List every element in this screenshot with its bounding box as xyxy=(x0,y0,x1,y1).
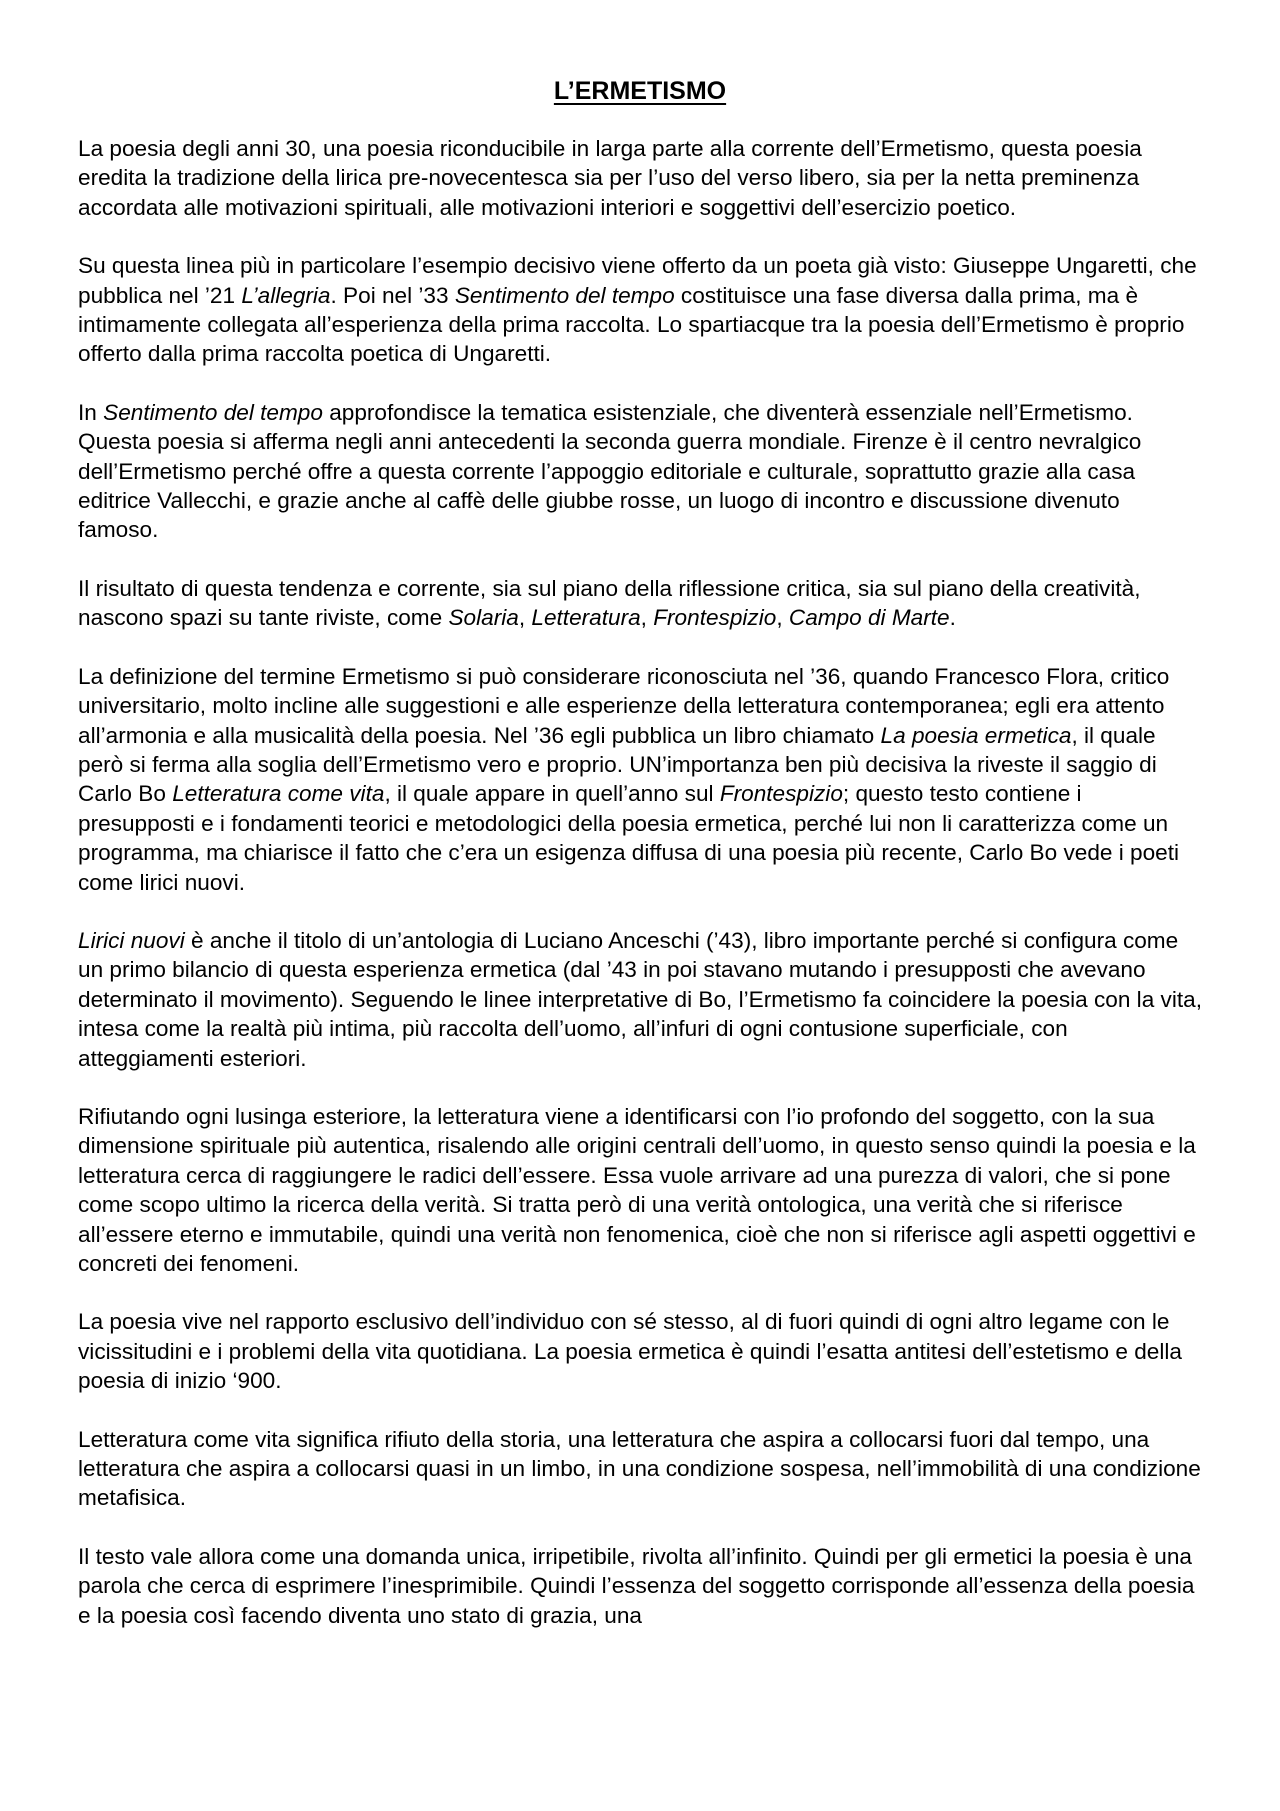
paragraph-text: La poesia degli anni 30, una poesia riconducibile in larga parte alla corrente dell’Ermetismo, questa poesia eredita la tradizione della lirica pre-novecentesca sia per l’uso del verso libero, sia per la netta preminenza accordata alle motivazioni spirituali, alle motivazioni interiori e soggettivi dell’esercizio poetico. xyxy=(78,136,1142,220)
paragraph-text: , xyxy=(640,605,654,631)
paragraph-text: . xyxy=(949,605,956,631)
italic-title-text: L’allegria xyxy=(241,282,331,308)
paragraph-text: La poesia vive nel rapporto esclusivo dell’individuo con sé stesso, al di fuori quindi di ogni altro legame con le vicissitudini e i problemi della vita quotidiana. La poesia ermetica è quindi l’esatta antitesi dell’estetismo e della poesia di inizio ‘900. xyxy=(78,1309,1182,1394)
paragraph-text: ; questo testo contiene i presupposti e i fondamenti teorici e metodologici della poesia ermetica, perché lui non li caratterizza come un programma, ma chiarisce il fatto che c’era un esigenza diffusa di una poesia più recente, Carlo Bo vede i poeti come lirici nuovi. xyxy=(78,781,1180,895)
paragraph-text: In xyxy=(78,399,104,425)
paragraph-text: approfondisce la tematica esistenziale, che diventerà essenziale nell’Ermetismo. Questa poesia si afferma negli anni antecedenti la seconda guerra mondiale. Firenze è il centro nevralgico dell’Ermetismo perché offre a questa corrente l’appoggio editoriale e culturale, soprattutto grazie alla casa editrice Vallecchi, e grazie anche al caffè delle giubbe rosse, un luogo di incontro e discussione divenuto famoso. xyxy=(78,399,1142,543)
italic-title-text: Sentimento del tempo xyxy=(454,282,675,308)
paragraph-text: Letteratura come vita significa rifiuto della storia, una letteratura che aspira a collocarsi fuori dal tempo, una letteratura che aspira a collocarsi quasi in un limbo, in una condizione sospesa, nell’immobilità di una condizione metafisica. xyxy=(78,1426,1201,1511)
paragraph-text: Il risultato di questa tendenza e corrente, sia sul piano della riflessione critica, sia sul piano della creatività, nascono spazi su tante riviste, come xyxy=(78,575,1141,631)
paragraph-9 xyxy=(78,1425,1202,1513)
paragraph-text: è anche il titolo di un’antologia di Luciano Anceschi (’43), libro importante perché si configura come un primo bilancio di questa esperienza ermetica (dal ’43 in poi stavano mutando i presupposti che avevano determinato il movimento). Seguendo le linee interpretative di Bo, l’Ermetismo fa coincidere la poesia con la vita, intesa come la realtà più intima, più raccolta dell’uomo, all’infuri di ogni contusione superficiale, con atteggiamenti esteriori. xyxy=(78,927,1202,1071)
paragraph-3 xyxy=(78,398,1202,545)
italic-title-text: Campo di Marte xyxy=(788,605,950,631)
document-title: L’ERMETISMO xyxy=(553,77,727,105)
paragraph-5 xyxy=(78,662,1202,897)
italic-title-text: Solaria xyxy=(448,605,519,631)
paragraph-8 xyxy=(78,1307,1202,1395)
italic-title-text: Frontespizio xyxy=(653,605,777,631)
paragraph-text: costituisce una fase diversa dalla prima, ma è intimamente collegata all’esperienza della prima raccolta. Lo spartiacque tra la poesia dell’Ermetismo è proprio offerto dalla prima raccolta poetica di Ungaretti. xyxy=(78,282,1185,367)
paragraph-text: , il quale però si ferma alla soglia dell’Ermetismo vero e proprio. UN’importanza ben più decisiva la riveste il saggio di Carlo Bo xyxy=(78,722,1157,807)
italic-title-text: Letteratura xyxy=(531,605,641,631)
italic-title-text: La poesia ermetica xyxy=(880,722,1072,748)
document-body xyxy=(78,134,1202,1630)
paragraph-7 xyxy=(78,1102,1202,1278)
paragraph-text: Il testo vale allora come una domanda unica, irripetibile, rivolta all’infinito. Quindi per gli ermetici la poesia è una parola che cerca di esprimere l’inesprimibile. Quindi l’essenza del soggetto corrisponde all’essenza della poesia e la poesia così facendo diventa uno stato di grazia, una xyxy=(78,1543,1195,1628)
paragraph-text: . Poi nel ’33 xyxy=(330,282,455,308)
italic-title-text: Sentimento del tempo xyxy=(103,399,323,425)
paragraph-2 xyxy=(78,251,1202,369)
paragraph-text: , xyxy=(518,605,532,631)
paragraph-10 xyxy=(78,1542,1202,1630)
document-page xyxy=(78,76,1202,1659)
paragraph-text: La definizione del termine Ermetismo si può considerare riconosciuta nel ’36, quando Francesco Flora, critico universitario, molto incline alle suggestioni e alle esperienze della letteratura contemporanea; egli era attento all’armonia e alla musicalità della poesia. Nel ’36 egli pubblica un libro chiamato xyxy=(78,663,1170,748)
paragraph-6 xyxy=(78,926,1202,1073)
paragraph-text: Su questa linea più in particolare l’esempio decisivo viene offerto da un poeta già visto: Giuseppe Ungaretti, che pubblica nel ’21 xyxy=(78,253,1197,308)
paragraph-text: , xyxy=(776,605,789,631)
paragraph-4 xyxy=(78,574,1202,633)
paragraph-text: Rifiutando ogni lusinga esteriore, la letteratura viene a identificarsi con l’io profondo del soggetto, con la sua dimensione spirituale più autentica, risalendo alle origini centrali dell’uomo, in questo senso quindi la poesia e la letteratura cerca di raggiungere le radici dell’essere. Essa vuole arrivare ad una purezza di valori, che si pone come scopo ultimo la ricerca della verità. Si tratta però di una verità ontologica, una verità che si riferisce all’essere eterno e immutabile, quindi una verità non fenomenica, cioè che non si riferisce agli aspetti oggettivi e concreti dei fenomeni. xyxy=(78,1103,1196,1276)
italic-title-text: Letteratura come vita xyxy=(172,781,385,807)
paragraph-1 xyxy=(78,134,1202,222)
italic-title-text: Lirici nuovi xyxy=(78,927,185,953)
italic-title-text: Frontespizio xyxy=(719,781,843,807)
paragraph-text: , il quale appare in quell’anno sul xyxy=(384,781,720,807)
